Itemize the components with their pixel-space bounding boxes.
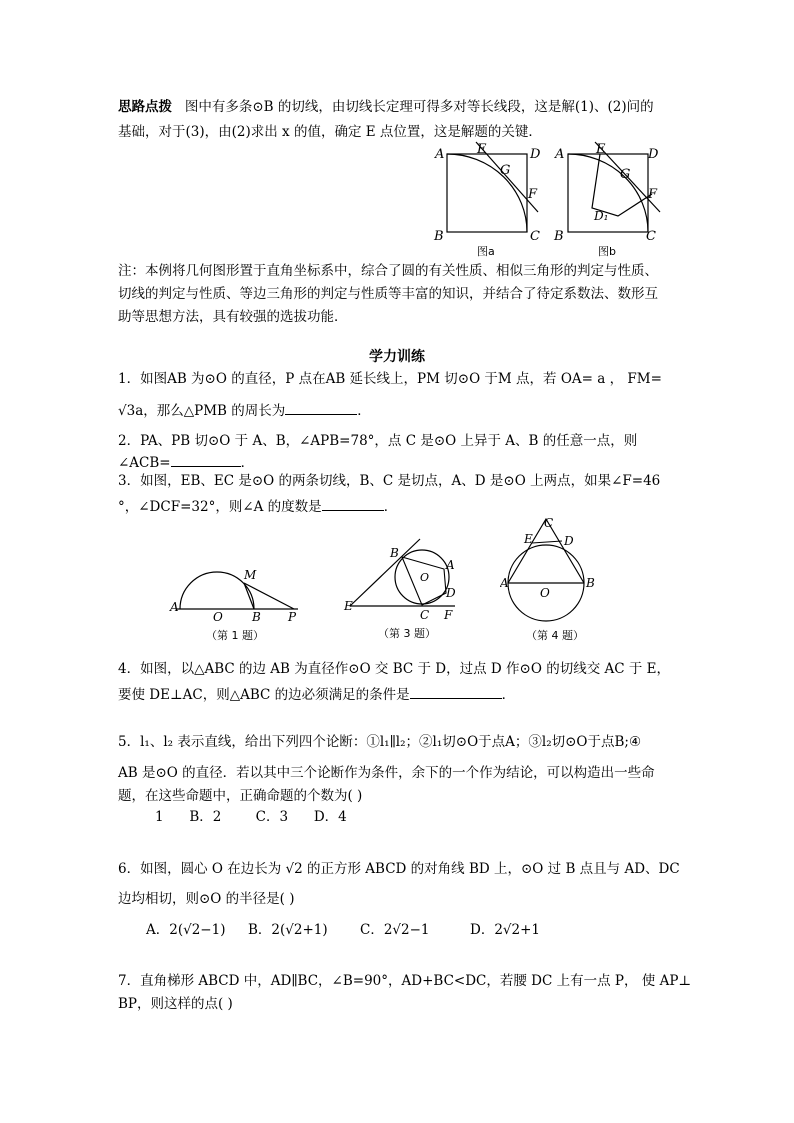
- q6-option-d: D．2√2+1: [470, 922, 541, 938]
- fig-b-label-f: F: [648, 187, 658, 202]
- q1-end: ．: [357, 403, 371, 419]
- section-title: 学力训练: [369, 349, 425, 365]
- note-line-3: 助等思想方法，具有较强的选拔功能．: [118, 309, 348, 325]
- fig-a-label-c: C: [530, 229, 540, 244]
- fig-a-label-g: G: [500, 163, 511, 178]
- fig-b-label-d: D: [648, 147, 659, 162]
- figure-b: [550, 140, 670, 260]
- q2-end: ．: [240, 455, 255, 471]
- fig-b-label-e: E: [596, 142, 606, 157]
- fig-a-label-e: E: [477, 142, 487, 157]
- q6-line-2: 边均相切，则⊙O 的半径是( ): [118, 891, 295, 907]
- fig-a-label-f: F: [528, 187, 538, 202]
- hint-line-1: [118, 98, 654, 116]
- q3-text-2: °，∠DCF=32°，则∠A 的度数是: [118, 499, 322, 515]
- fig-q3-label-c: C: [420, 608, 430, 622]
- fig-q4-label-d: D: [564, 534, 574, 548]
- figure-q4: [500, 515, 610, 645]
- q2-text-2: ∠ACB=: [118, 455, 171, 471]
- fig-q3-label-d: D: [446, 586, 456, 600]
- q3-line-2: [118, 496, 397, 516]
- q6-option-c: C．2√2−1: [360, 922, 430, 938]
- q7-line-1: 7．直角梯形 ABCD 中，AD∥BC，∠B=90°，AD+BC<DC，若腰 DC 上有一点 P， 使 AP⊥: [118, 973, 692, 989]
- fig-q3-label-b: B: [390, 546, 399, 560]
- fig-q3-caption: （第 3 题）: [378, 627, 436, 640]
- fig-b-caption: 图b: [598, 245, 616, 258]
- note-line-1: 注：本例将几何图形置于直角坐标系中，综合了圆的有关性质、相似三角形的判定与性质、: [118, 263, 658, 279]
- fig-q3-label-f: F: [444, 608, 453, 622]
- q5-options: 1 B．2 C．3 D．4: [155, 809, 347, 825]
- q2-answer-blank[interactable]: [171, 452, 241, 467]
- q4-line-1: 4．如图，以△ABC 的边 AB 为直径作⊙O 交 BC 于 D，过点 D 作⊙O 的切线交 AC 于 E，: [118, 661, 671, 677]
- fig-b-label-a: A: [555, 147, 565, 162]
- q2-line-2: [118, 452, 254, 472]
- fig-q1-label-o: O: [213, 610, 223, 624]
- fig-q1-caption: （第 1 题）: [206, 629, 264, 642]
- fig-b-label-d1: D₁: [594, 209, 609, 223]
- q4-end: ．: [501, 687, 516, 703]
- hint-label: 思路点拨: [118, 99, 172, 115]
- figure-q1: [168, 555, 308, 645]
- fig-q4-label-b: B: [586, 576, 595, 590]
- fig-b-label-c: C: [646, 229, 656, 244]
- q3-answer-blank[interactable]: [322, 496, 384, 511]
- figure-q3: [340, 535, 470, 645]
- q6-option-a: A．2(√2−1): [146, 922, 226, 938]
- fig-q1-label-b: B: [252, 610, 261, 624]
- q7-line-2: BP，则这样的点( ): [118, 996, 233, 1012]
- q1-line-2: [118, 400, 371, 420]
- fig-q1-label-a: A: [170, 600, 179, 614]
- q5-line-1: 5．l₁、l₂ 表示直线，给出下列四个论断：①l₁∥l₂；②l₁切⊙O于点A；③l₂切⊙O于点B;④: [118, 734, 642, 750]
- fig-a-label-b: B: [434, 229, 444, 244]
- fig-b-label-g: G: [620, 167, 631, 182]
- fig-q4-caption: （第 4 题）: [526, 629, 584, 642]
- note-line-2: 切线的判定与性质、等边三角形的判定与性质等丰富的知识，并结合了待定系数法、数形互: [118, 286, 658, 302]
- q2-line-1: 2．PA、PB 切⊙O 于 A、B，∠APB=78°，点 C 是⊙O 上异于 A、B 的任意一点，则: [118, 433, 638, 449]
- hint-text-1: 图中有多条⊙B 的切线，由切线长定理可得多对等长线段，这是解(1)、(2)问的: [184, 99, 654, 115]
- hint-line-2: 基础，对于(3)，由(2)求出 x 的值，确定 E 点位置，这是解题的关键．: [118, 124, 542, 140]
- fig-q4-label-o: O: [540, 586, 550, 600]
- fig-q4-label-c: C: [544, 516, 554, 530]
- fig-q4-label-a: A: [500, 576, 509, 590]
- q6-option-b: B．2(√2+1): [248, 922, 328, 938]
- q1-line-1: 1．如图AB 为⊙O 的直径，P 点在AB 延长线上，PM 切⊙O 于M 点，若 OA= a ， FM=: [118, 371, 662, 387]
- q6-line-1: 6．如图，圆心 O 在边长为 √2 的正方形 ABCD 的对角线 BD 上，⊙O 过 B 点且与 AD、DC: [118, 861, 680, 877]
- q3-line-1: 3．如图，EB、EC 是⊙O 的两条切线，B、C 是切点，A、D 是⊙O 上两点，如果∠F=46: [118, 473, 661, 489]
- fig-q3-label-o: O: [420, 571, 430, 584]
- figure-a: [430, 140, 550, 260]
- fig-b-label-b: B: [554, 229, 564, 244]
- fig-q4-label-e: E: [524, 532, 533, 546]
- fig-q3-label-a: A: [446, 558, 455, 572]
- q5-line-2: AB 是⊙O 的直径．若以其中三个论断作为条件，余下的一个作为结论，可以构造出一些命: [118, 765, 655, 781]
- q1-answer-blank[interactable]: [285, 400, 357, 415]
- q4-line-2: [118, 684, 515, 704]
- q1-text-2: √3a，那么△PMB 的周长为: [118, 403, 286, 419]
- q3-end: ．: [383, 499, 398, 515]
- fig-q1-label-p: P: [288, 610, 297, 624]
- fig-q1-label-m: M: [244, 568, 257, 582]
- fig-a-label-d: D: [530, 147, 541, 162]
- fig-a-label-a: A: [435, 147, 445, 162]
- fig-q3-label-e: E: [344, 599, 353, 613]
- fig-a-caption: 图a: [477, 245, 495, 258]
- q4-answer-blank[interactable]: [410, 684, 502, 699]
- q4-text-2: 要使 DE⊥AC，则△ABC 的边必须满足的条件是: [118, 687, 410, 703]
- q5-line-3: 题，在这些命题中，正确命题的个数为( ): [118, 788, 363, 804]
